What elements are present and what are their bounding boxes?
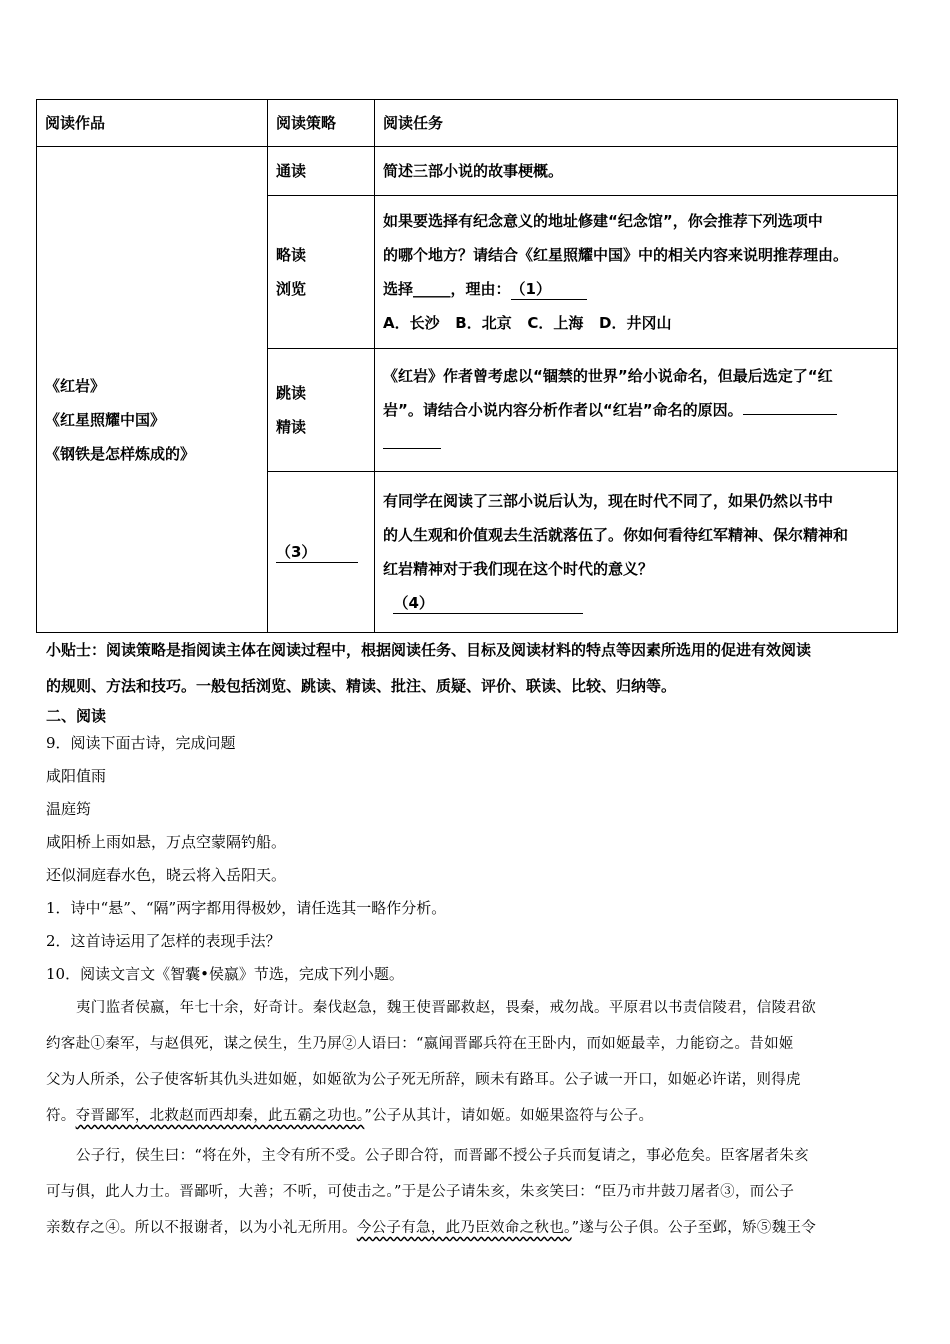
task-cell (375, 472, 898, 633)
question-stem: 10．阅读文言文《智囊•侯嬴》节选，完成下列小题。 (46, 965, 404, 983)
strategy-label: 跳读 (276, 384, 307, 402)
strategy-label: 通读 (276, 162, 307, 180)
task-line: 《红岩》作者曾考虑以“锢禁的世界”给小说命名，但最后选定了“红 (383, 367, 833, 385)
strategy-cell (268, 349, 375, 472)
poem-author: 温庭筠 (46, 800, 92, 818)
tips-paragraph (46, 632, 906, 704)
text-segment: 符。 (46, 1108, 76, 1124)
text-segment: ”公子从其计，请如姬。如姬果盗符与公子。 (364, 1108, 654, 1124)
blank-label: （3） (276, 543, 317, 561)
text-line: 公子行，侯生曰：“将在外，主令有所不受。公子即合符，而晋鄙不授公子兵而复请之，事必危矣。臣客屠者朱亥 (76, 1148, 809, 1164)
strategy-cell (268, 472, 375, 633)
strategy-cell (268, 147, 375, 196)
tips-line: 小贴士：阅读策略是指阅读主体在阅读过程中，根据阅读任务、目标及阅读材料的特点等因素所选用的促进有效阅读 (46, 641, 812, 659)
text-line: 父为人所杀，公子使客斩其仇头进如姬，如姬欲为公子死无所辞，顾未有路耳。公子诚一开口，如姬必许诺，则得虎 (46, 1072, 801, 1088)
header-task: 阅读任务 (375, 100, 898, 147)
task-line: 红岩精神对于我们现在这个时代的意义？ (383, 560, 654, 578)
task-line (383, 427, 889, 461)
answer-blank-3[interactable] (276, 542, 358, 563)
task-text: 简述三部小说的故事梗概。 (383, 162, 564, 180)
task-line-text: 岩”。请结合小说内容分析作者以“红岩”命名的原因。 (383, 401, 743, 419)
header-work: 阅读作品 (37, 100, 268, 147)
sub-question: 2．这首诗运用了怎样的表现手法？ (46, 932, 281, 950)
sub-question: 1．诗中“悬”、“隔”两字都用得极妙，请任选其一略作分析。 (46, 899, 447, 917)
task-cell (375, 349, 898, 472)
answer-blank-2-cont[interactable] (383, 448, 441, 449)
table-row (37, 147, 898, 196)
task-line: 如果要选择有纪念意义的地址修建“纪念馆”，你会推荐下列选项中 (383, 212, 823, 230)
text-line (46, 1098, 906, 1134)
strategy-label: 略读 (276, 246, 307, 264)
task-line (383, 272, 889, 306)
reading-task-table (36, 99, 898, 633)
poem-line: 还似洞庭春水色，晓云将入岳阳天。 (46, 866, 287, 884)
table-header-row (37, 100, 898, 147)
work-title: 《红星照耀中国》 (45, 410, 166, 429)
task-line: 的哪个地方？请结合《红星照耀中国》中的相关内容来说明推荐理由。 (383, 246, 849, 264)
strategy-label: 浏览 (276, 280, 307, 298)
section-title: 二、阅读 (46, 707, 107, 725)
task-line-text: 选择_____，理由： (383, 280, 511, 298)
text-line: 约客赴①秦军，与赵俱死，谋之侯生，生乃屏②人语曰：“嬴闻晋鄙兵符在王卧内，而如姬最幸，力能窃之。昔如姬 (46, 1036, 794, 1052)
answer-blank-4[interactable] (393, 593, 583, 614)
task-line (383, 393, 889, 427)
text-line (46, 1210, 906, 1246)
task-line: 有同学在阅读了三部小说后认为，现在时代不同了，如果仍然以书中 (383, 492, 834, 510)
answer-blank-2[interactable] (743, 414, 837, 415)
wavy-underlined-sentence: 今公子有急，此乃臣效命之秋也。 (356, 1220, 572, 1236)
task-options: A．长沙 B．北京 C．上海 D．井冈山 (383, 314, 672, 332)
answer-blank-1[interactable] (511, 279, 587, 300)
poem-title: 咸阳值雨 (46, 767, 107, 785)
blank-label: （1） (510, 280, 551, 298)
task-line: 的人生观和价值观去生活就落伍了。你如何看待红军精神、保尔精神和 (383, 526, 849, 544)
works-cell (37, 147, 268, 633)
text-line: 夷门监者侯嬴，年七十余，好奇计。秦伐赵急，魏王使晋鄙救赵，畏秦，戒勿战。平原君以书责信陵君，信陵君欲 (76, 1000, 816, 1016)
strategy-cell (268, 196, 375, 349)
question-stem: 9．阅读下面古诗，完成问题 (46, 734, 236, 752)
poem-line: 咸阳桥上雨如悬，万点空蒙隔钓船。 (46, 833, 287, 851)
work-title: 《钢铁是怎样炼成的》 (45, 444, 196, 463)
text-line: 可与俱，此人力士。晋鄙听，大善；不听，可使击之。”于是公子请朱亥，朱亥笑曰：“臣乃市井鼓刀屠者③，而公子 (46, 1184, 795, 1200)
header-strategy: 阅读策略 (268, 100, 375, 147)
wavy-underlined-sentence: 夺晋鄙军，北救赵而西却秦，此五霸之功也。 (75, 1108, 365, 1124)
classical-text-paragraph-2 (46, 1138, 906, 1246)
tips-line: 的规则、方法和技巧。一般包括浏览、跳读、精读、批注、质疑、评价、联读、比较、归纳等。 (46, 677, 677, 695)
task-line (383, 586, 889, 620)
text-segment: 亲数存之④。所以不报谢者，以为小礼无所用。 (46, 1220, 357, 1236)
text-segment: ”遂与公子俱。公子至邺，矫⑤魏王令 (571, 1220, 817, 1236)
question-body (46, 727, 906, 991)
task-cell (375, 147, 898, 196)
blank-label: （4） (393, 594, 434, 612)
work-title: 《红岩》 (45, 376, 106, 395)
strategy-label: 精读 (276, 418, 307, 436)
task-cell (375, 196, 898, 349)
classical-text-paragraph-1 (46, 990, 906, 1134)
